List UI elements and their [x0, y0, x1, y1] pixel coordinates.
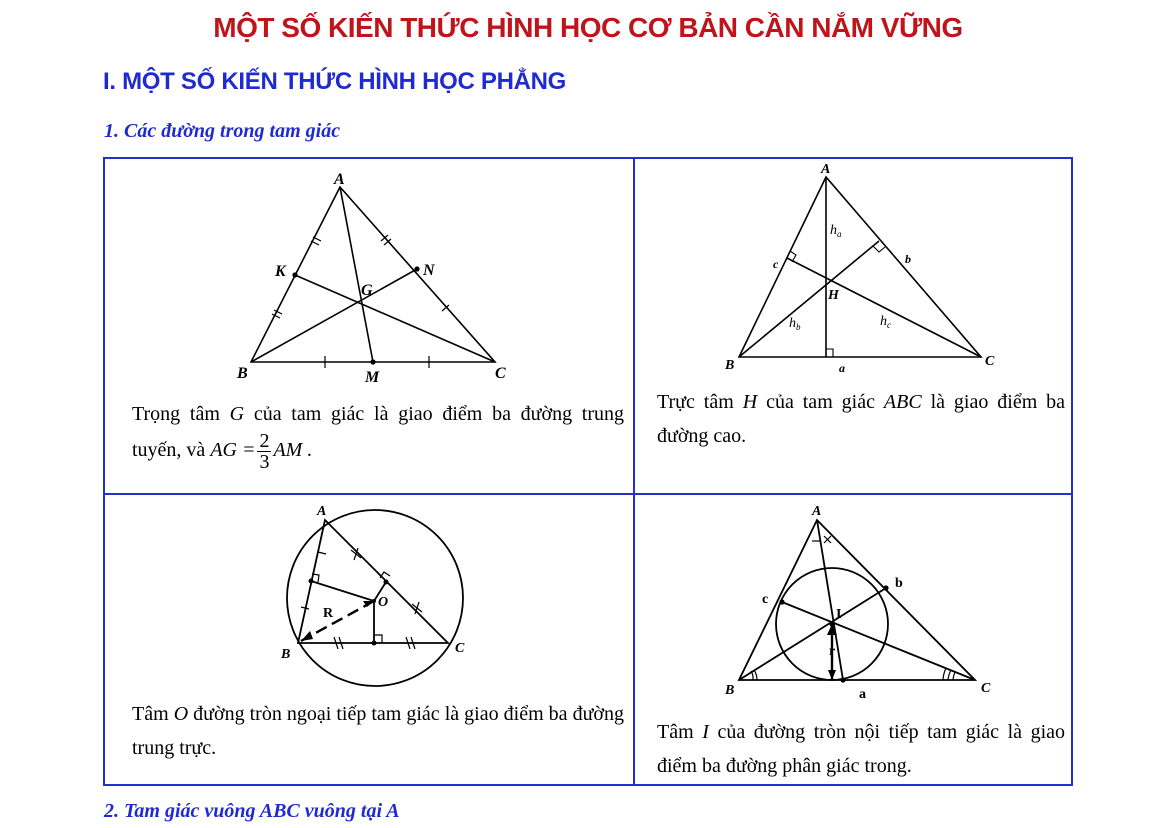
incenter-figure [635, 495, 1071, 705]
circumcenter-caption: Tâm O đường tròn ngoại tiếp tam giác là giao điểm ba đường trung trực. [132, 703, 624, 759]
label-B: B [725, 683, 735, 698]
label-C: C [455, 641, 465, 656]
orthocenter-figure [635, 159, 1071, 379]
label-ha: $h_a$ [830, 223, 842, 239]
label-O: O [378, 595, 389, 610]
orthocenter-caption: Trực tâm H của tam giác ABC là giao điểm ba đường cao. [657, 391, 1066, 447]
label-N: N [423, 262, 435, 279]
label-a: a [859, 687, 866, 702]
label-c: c [773, 257, 779, 271]
cell-incenter [635, 495, 1071, 784]
label-B: B [725, 358, 735, 373]
label-b: b [895, 576, 903, 591]
label-I: I [836, 607, 842, 622]
label-hb: $h_b$ [789, 316, 801, 332]
label-A: A [334, 171, 345, 188]
cell-circumcenter [105, 495, 633, 784]
label-c: c [762, 592, 769, 607]
label-hc: $h_c$ [880, 314, 891, 330]
centroid-caption: Trọng tâm G của tam giác là giao điểm ba đường trung tuyến, và AG = $\frac{2}{3}$ AM . [132, 403, 625, 473]
section-heading: I. MỘT SỐ KIẾN THỨC HÌNH HỌC PHẲNG [103, 68, 567, 95]
incenter-caption: Tâm I của đường tròn nội tiếp tam giác là giao điểm ba đường phân giác trong. [657, 721, 1066, 777]
subsection-heading-2: 2. Tam giác vuông ABC vuông tại A [104, 800, 400, 822]
label-M: M [365, 369, 380, 386]
label-B: B [281, 647, 291, 662]
fraction: $\frac{2}{3}$ [259, 430, 270, 473]
label-R: R [323, 606, 334, 621]
circumcenter-figure [105, 495, 633, 690]
label-A: A [821, 162, 831, 177]
label-K: K [275, 263, 286, 280]
subsection-heading-1: 1. Các đường trong tam giác [104, 120, 341, 142]
label-C: C [985, 354, 995, 369]
centroid-figure [105, 159, 633, 389]
label-B: B [237, 365, 248, 382]
label-G: G [361, 282, 373, 299]
page-title: MỘT SỐ KIẾN THỨC HÌNH HỌC CƠ BẢN CẦN NẮM VỮNG [213, 12, 963, 43]
label-C: C [495, 365, 506, 382]
label-A: A [317, 504, 327, 519]
label-b: b [905, 252, 911, 266]
cell-centroid [105, 159, 633, 493]
label-r: r [829, 644, 836, 659]
label-a: a [839, 361, 845, 375]
label-C: C [981, 681, 991, 696]
label-H: H [828, 288, 839, 303]
cell-orthocenter [635, 159, 1071, 493]
label-A: A [812, 504, 822, 519]
figures-table [103, 157, 1073, 786]
